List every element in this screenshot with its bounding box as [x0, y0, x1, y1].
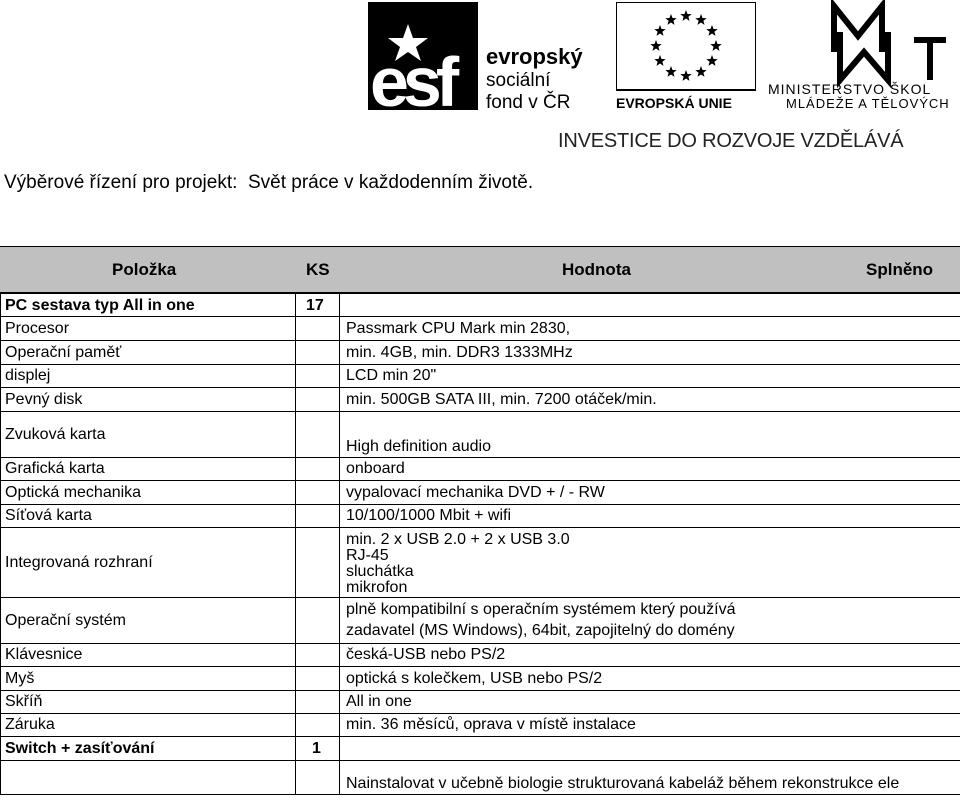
table-row: [0, 761, 960, 795]
cell-item: [0, 317, 296, 340]
cell-ks: [296, 341, 340, 364]
cell-ks: [296, 761, 340, 794]
value-line: plně kompatibilní s operačním systémem který používá: [346, 601, 736, 618]
cell-item: [0, 341, 296, 364]
cell-item: [0, 691, 296, 713]
header-value: Hodnota: [562, 260, 631, 279]
value-line: mikrofon: [346, 579, 408, 596]
cell-ks: [296, 294, 340, 316]
eu-flag-logo: [616, 2, 756, 110]
item-label: Myš: [5, 670, 35, 687]
item-label: Záruka: [5, 716, 55, 733]
value-text: All in one: [346, 693, 412, 710]
cell-ks: [296, 598, 340, 643]
value-text: onboard: [346, 460, 405, 477]
item-label: Operační paměť: [5, 344, 122, 361]
ks-value: 17: [306, 297, 324, 314]
value-text: min. 500GB SATA III, min. 7200 otáček/min.: [346, 391, 657, 408]
ks-value: 1: [312, 740, 321, 757]
cell-value: [340, 341, 960, 364]
item-label: Klávesnice: [5, 646, 83, 663]
cell-ks: [296, 737, 340, 760]
item-label: Grafická karta: [5, 460, 105, 477]
cell-value: [340, 737, 960, 760]
cell-item: [0, 598, 296, 643]
value-text: 10/100/1000 Mbit + wifi: [346, 507, 511, 524]
svg-text:MINISTERSTVO ŠKOL: MINISTERSTVO ŠKOL: [768, 81, 932, 97]
msmt-logo: [768, 0, 960, 110]
table-row: [0, 293, 960, 317]
table-row: [0, 365, 960, 388]
header-ks: KS: [306, 260, 330, 279]
cell-item: [0, 644, 296, 666]
cell-ks: [296, 644, 340, 666]
investice-banner: INVESTICE DO ROZVOJE VZDĚLÁVÁ: [558, 130, 904, 152]
cell-ks: [296, 458, 340, 480]
table-row: [0, 388, 960, 412]
cell-value: [340, 458, 960, 480]
cell-item: [0, 714, 296, 736]
value-text: LCD min 20": [346, 367, 437, 384]
value-text: Passmark CPU Mark min 2830,: [346, 320, 571, 337]
svg-text:sociální: sociální: [486, 70, 551, 91]
value-text: optická s kolečkem, USB nebo PS/2: [346, 670, 603, 687]
table-row: [0, 505, 960, 528]
svg-text:EVROPSKÁ UNIE: EVROPSKÁ UNIE: [616, 95, 732, 110]
item-label: Switch + zasíťování: [5, 740, 155, 757]
item-label: displej: [5, 367, 51, 384]
table-row: [0, 317, 960, 341]
table-row: [0, 737, 960, 761]
value-line: sluchátka: [346, 563, 414, 580]
title-project: Svět práce v každodenním životě.: [247, 172, 534, 193]
item-label: Integrovaná rozhraní: [5, 554, 153, 571]
header-done: Splněno: [866, 260, 934, 279]
cell-ks: [296, 365, 340, 387]
value-text: česká-USB nebo PS/2: [346, 646, 506, 663]
value-text: min. 4GB, min. DDR3 1333MHz: [346, 344, 573, 361]
table-row: [0, 644, 960, 667]
cell-value: [340, 365, 960, 387]
table-row: [0, 714, 960, 737]
table-row: [0, 341, 960, 365]
table-row: [0, 412, 960, 458]
table-header: [0, 246, 960, 293]
cell-ks: [296, 528, 340, 597]
value-text: Nainstalovat v učebně biologie strukturovaná kabeláž během rekonstrukce ele: [346, 775, 900, 792]
table-row: [0, 528, 960, 598]
cell-value: [340, 481, 960, 504]
cell-ks: [296, 667, 340, 690]
cell-value: [340, 644, 960, 666]
value-text: High definition audio: [346, 438, 491, 455]
item-label: PC sestava typ All in one: [5, 297, 195, 314]
header-item: Položka: [112, 260, 177, 279]
value-line: min. 2 x USB 2.0 + 2 x USB 3.0: [346, 531, 570, 548]
table-row: [0, 458, 960, 481]
cell-value: [340, 412, 960, 457]
item-label: Síťová karta: [5, 507, 92, 524]
cell-ks: [296, 412, 340, 457]
value-line: zadavatel (MS Windows), 64bit, zapojitelný do domény: [346, 622, 735, 639]
cell-value: [340, 598, 960, 643]
svg-text:MLÁDEŽE A TĚLOVÝCH: MLÁDEŽE A TĚLOVÝCH: [786, 96, 950, 110]
item-label: Skříň: [5, 693, 43, 710]
cell-item: [0, 528, 296, 597]
item-label: Operační systém: [5, 612, 126, 629]
cell-item: [0, 505, 296, 527]
document-title: [4, 172, 533, 194]
cell-value: [340, 294, 960, 316]
cell-item: [0, 388, 296, 411]
cell-value: [340, 714, 960, 736]
cell-item: [0, 458, 296, 480]
svg-text:evropský: evropský: [486, 44, 583, 69]
cell-item: [0, 761, 296, 794]
item-label: Pevný disk: [5, 391, 83, 408]
esf-logo: [368, 2, 608, 110]
cell-value: [340, 505, 960, 527]
cell-item: [0, 412, 296, 457]
cell-ks: [296, 317, 340, 340]
table-row: [0, 667, 960, 691]
item-label: Zvuková karta: [5, 426, 106, 443]
table-row: [0, 481, 960, 505]
cell-item: [0, 365, 296, 387]
cell-value: [340, 388, 960, 411]
value-line: RJ-45: [346, 547, 389, 564]
value-text: min. 36 měsíců, oprava v místě instalace: [346, 716, 636, 733]
svg-text:fond v ČR: fond v ČR: [486, 92, 571, 110]
cell-value: [340, 317, 960, 340]
cell-value: [340, 528, 960, 597]
cell-value: [340, 667, 960, 690]
cell-ks: [296, 481, 340, 504]
cell-ks: [296, 505, 340, 527]
cell-item: [0, 667, 296, 690]
cell-ks: [296, 714, 340, 736]
table-row: [0, 691, 960, 714]
item-label: Procesor: [5, 320, 70, 337]
cell-item: [0, 294, 296, 316]
cell-value: [340, 691, 960, 713]
cell-item: [0, 481, 296, 504]
cell-value: [340, 761, 960, 794]
cell-item: [0, 737, 296, 760]
cell-ks: [296, 691, 340, 713]
table-row: [0, 598, 960, 644]
value-text: vypalovací mechanika DVD + / - RW: [346, 484, 605, 501]
cell-ks: [296, 388, 340, 411]
esf-mark: esf: [370, 43, 454, 110]
spec-table: [0, 246, 960, 803]
title-label: Výběrové řízení pro projekt:: [4, 172, 238, 193]
item-label: Optická mechanika: [5, 484, 142, 501]
